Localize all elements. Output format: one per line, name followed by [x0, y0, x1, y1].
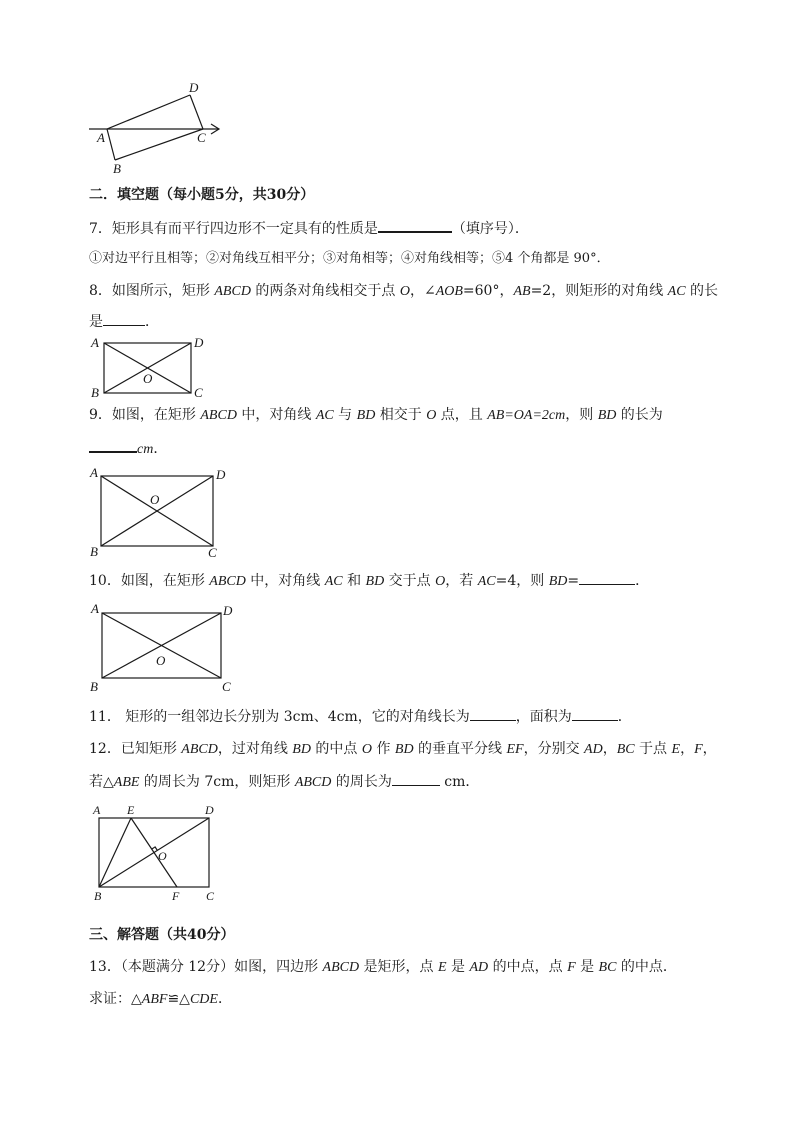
q8-text: ．: [145, 314, 159, 330]
q12-var: ABCD: [294, 775, 332, 790]
label-e: E: [127, 803, 135, 817]
q12-text: 若△: [89, 774, 114, 790]
label-a: A: [90, 465, 98, 480]
q9-unit: cm: [137, 442, 154, 457]
label-c: C: [194, 385, 203, 400]
label-b: B: [90, 679, 98, 694]
q13-text: ．: [217, 991, 232, 1007]
q10-text: =4，则: [495, 573, 549, 589]
q9-var: BD: [597, 408, 617, 423]
q9-text: 中，对角线: [236, 407, 316, 423]
q11-answer-blank-2[interactable]: [572, 706, 618, 721]
label-b: B: [91, 385, 99, 400]
q7-text-b: （填序号）．: [451, 221, 529, 237]
q12-var: BD: [394, 742, 414, 757]
q8-text: =2，则矩形的对角线: [530, 283, 668, 299]
q12-var: BC: [616, 742, 635, 757]
q10-text: 和: [342, 573, 366, 589]
q13-text: 是: [446, 959, 470, 975]
question-13-line2: [89, 989, 232, 1010]
question-9: [89, 405, 663, 426]
q8-var: O: [399, 284, 410, 299]
label-o: O: [150, 492, 160, 507]
q12-text: ，: [602, 741, 617, 757]
question-9-line2: [89, 437, 167, 460]
q12-answer-blank[interactable]: [392, 771, 440, 786]
q10-var: BD: [548, 574, 568, 589]
q10-text: ．: [635, 573, 650, 589]
q12-var: O: [361, 742, 372, 757]
q12-text: 的周长为: [331, 774, 392, 790]
label-d: D: [189, 80, 199, 95]
q13-var: E: [438, 960, 447, 975]
q9-text: 与: [333, 407, 357, 423]
label-a: A: [97, 130, 105, 145]
q8-text: =60°，: [462, 283, 514, 299]
q8-text: 是: [89, 314, 103, 330]
q10-text: 交于点: [384, 573, 436, 589]
q8-answer-blank[interactable]: [103, 311, 145, 326]
q13-var: AD: [469, 960, 489, 975]
q12-text: 已知矩形: [120, 741, 182, 757]
q12-number: 12．: [89, 741, 121, 757]
q13-text: 求证：△: [89, 991, 142, 1007]
q8-text: ，∠: [409, 283, 436, 299]
label-a: A: [93, 803, 101, 817]
q12-text: ，过对角线: [217, 741, 293, 757]
q8-var: AC: [667, 284, 686, 299]
question-13: [89, 957, 677, 978]
question-8-line2: [89, 311, 159, 332]
label-d: D: [194, 335, 204, 350]
q10-text: 中，对角线: [245, 573, 325, 589]
q10-var: AC: [324, 574, 343, 589]
q8-var: ABCD: [214, 284, 251, 299]
q9-var: O: [426, 408, 437, 423]
side-ad: [107, 95, 190, 129]
segment-ef: [131, 818, 177, 887]
q13-text: 是: [575, 959, 599, 975]
q9-answer-blank[interactable]: [89, 437, 137, 453]
q13-text: 的中点．: [616, 959, 677, 975]
q12-text: 作: [372, 741, 395, 757]
q9-text: ．: [153, 441, 168, 457]
q12-text: 的周长为 7cm，则矩形: [139, 774, 295, 790]
q7-text-a: 矩形具有而平行四边形不一定具有的性质是: [111, 221, 378, 237]
q13-var: ABF: [141, 992, 168, 1007]
figure-q8-rectangle: [88, 334, 213, 400]
q8-var: AB: [513, 284, 531, 299]
q8-text: 如图所示，矩形: [111, 283, 215, 299]
q11-answer-blank-1[interactable]: [470, 706, 516, 721]
q7-options: ①对边平行且相等；②对角线互相平分；③对角相等；④对角线相等；⑤4 个角都是 90°．: [89, 251, 610, 266]
q10-text: 如图，在矩形: [120, 573, 210, 589]
q12-text: cm．: [439, 774, 480, 790]
section-2-title: 二．填空题（每小题5分，共30分）: [89, 187, 315, 203]
q7-number: 7．: [89, 221, 112, 237]
label-d: D: [223, 603, 233, 618]
q10-number: 10．: [89, 573, 121, 589]
label-c: C: [222, 679, 231, 694]
q13-text: 是矩形，点: [359, 959, 439, 975]
q10-text: ，若: [445, 573, 478, 589]
figure-q9-rectangle: [88, 463, 233, 561]
question-12-line2: [89, 771, 479, 793]
label-a: A: [91, 335, 99, 350]
q12-var: ABE: [113, 775, 140, 790]
q12-text: 于点: [634, 741, 672, 757]
q9-var: BD: [356, 408, 376, 423]
q10-var: ABCD: [209, 574, 246, 589]
label-o: O: [143, 371, 153, 386]
label-b: B: [90, 544, 98, 559]
label-f: F: [172, 889, 180, 903]
q13-text: （本题满分 12分）如图，四边形: [120, 959, 323, 975]
q9-text: 相交于: [375, 407, 427, 423]
q12-var: E: [671, 742, 681, 757]
q10-var: BD: [365, 574, 385, 589]
q13-var: BC: [598, 960, 617, 975]
label-d: D: [205, 803, 214, 817]
q9-number: 9．: [89, 407, 112, 423]
q11-text: ．: [617, 709, 632, 725]
question-11: [89, 706, 632, 727]
q12-text: ，: [702, 741, 717, 757]
q9-text: 如图，在矩形: [111, 407, 201, 423]
q8-var: AOB: [435, 284, 463, 299]
figure-q12-rectangle: [88, 802, 223, 904]
q8-text: 的两条对角线相交于点: [250, 283, 400, 299]
q7-answer-blank[interactable]: [378, 217, 452, 233]
label-d: D: [216, 467, 226, 482]
q11-number: 11．: [89, 709, 121, 725]
q10-answer-blank[interactable]: [579, 570, 635, 585]
q12-text: ，: [680, 741, 695, 757]
label-a: A: [91, 601, 99, 616]
q13-text: 的中点，点: [488, 959, 568, 975]
section-3-title: 三、解答题（共40分）: [89, 927, 235, 943]
side-cb: [115, 129, 203, 160]
question-12: [89, 739, 717, 760]
q12-var: ABCD: [181, 742, 218, 757]
label-c: C: [206, 889, 215, 903]
q13-var: CDE: [189, 992, 218, 1007]
q9-text: ，则: [565, 407, 598, 423]
q10-text: =: [567, 573, 580, 589]
q11-text: 矩形的一组邻边长分别为 3cm、4cm，它的对角线长为: [125, 709, 470, 725]
q11-text: ，面积为: [515, 709, 572, 725]
q12-text: ，分别交: [523, 741, 585, 757]
q12-var: BD: [292, 742, 311, 757]
q9-var: ABCD: [200, 408, 237, 423]
q13-var: ABCD: [322, 960, 360, 975]
side-ba: [107, 129, 115, 160]
label-o: O: [156, 653, 166, 668]
q8-number: 8．: [89, 283, 112, 299]
q13-text: ≌△: [167, 991, 190, 1007]
q10-var: AC: [477, 574, 496, 589]
label-c: C: [197, 130, 206, 145]
question-7: [89, 217, 529, 239]
q9-var: AC: [315, 408, 334, 423]
label-b: B: [113, 161, 121, 176]
q12-text: 的中点: [310, 741, 362, 757]
q9-text: 的长为: [616, 407, 663, 423]
q13-number: 13．: [89, 959, 121, 975]
question-10: [89, 570, 649, 592]
label-c: C: [208, 545, 217, 560]
figure-q10-rectangle: [88, 599, 238, 695]
figure-top-parallelogram: [85, 78, 235, 178]
label-o: O: [158, 849, 167, 863]
q9-var: AB=OA=2cm: [487, 408, 566, 423]
q12-var: EF: [506, 742, 524, 757]
q9-text: 点，且: [436, 407, 488, 423]
q13-var: F: [567, 960, 576, 975]
q8-text: 的长: [685, 283, 719, 299]
question-8: [89, 281, 718, 302]
q12-var: F: [694, 742, 703, 757]
q12-text: 的垂直平分线: [413, 741, 507, 757]
side-dc: [190, 95, 203, 129]
q12-var: AD: [584, 742, 603, 757]
q10-var: O: [435, 574, 446, 589]
label-b: B: [94, 889, 102, 903]
